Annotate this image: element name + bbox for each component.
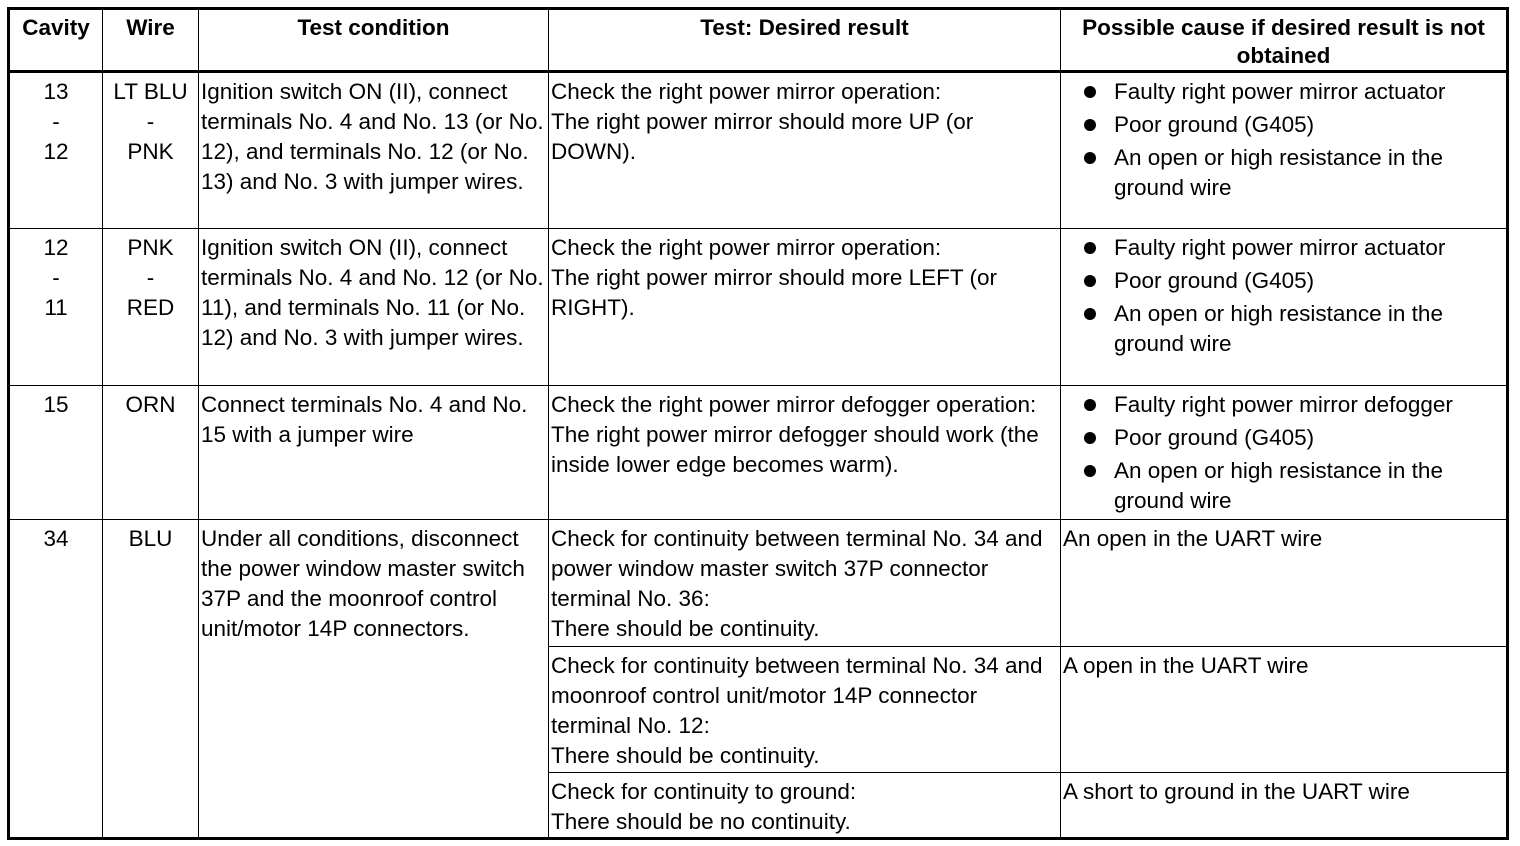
cause-list bbox=[1063, 233, 1504, 359]
cause-cell bbox=[1061, 72, 1508, 229]
cause-item: Poor ground (G405) bbox=[1063, 266, 1504, 296]
header-desired-result: Test: Desired result bbox=[549, 9, 1061, 72]
cause-item: Faulty right power mirror actuator bbox=[1063, 77, 1504, 107]
cause-list bbox=[1063, 77, 1504, 203]
table-row bbox=[9, 386, 1508, 520]
header-cavity: Cavity bbox=[9, 9, 103, 72]
troubleshooting-table bbox=[7, 7, 1509, 840]
cause-item: Faulty right power mirror defogger bbox=[1063, 390, 1504, 420]
cause-item: Poor ground (G405) bbox=[1063, 423, 1504, 453]
cause-list bbox=[1063, 390, 1504, 516]
result-cell: Check the right power mirror operation: The right power mirror should more UP (or DOWN). bbox=[549, 72, 1061, 229]
cavity-cell: 34 bbox=[9, 520, 103, 839]
cause-cell: A open in the UART wire bbox=[1061, 647, 1508, 773]
cavity-cell: 13 - 12 bbox=[9, 72, 103, 229]
header-possible-cause: Possible cause if desired result is not obtained bbox=[1061, 9, 1508, 72]
cause-cell: An open in the UART wire bbox=[1061, 520, 1508, 647]
table-row bbox=[9, 229, 1508, 386]
cause-item: Poor ground (G405) bbox=[1063, 110, 1504, 140]
cause-item: Faulty right power mirror actuator bbox=[1063, 233, 1504, 263]
wire-cell: ORN bbox=[103, 386, 199, 520]
cause-cell: A short to ground in the UART wire bbox=[1061, 773, 1508, 839]
condition-cell: Ignition switch ON (II), connect terminals No. 4 and No. 12 (or No. 11), and terminals No. 11 (or No. 12) and No. 3 with jumper wires. bbox=[199, 229, 549, 386]
table-row bbox=[9, 72, 1508, 229]
cavity-cell: 12 - 11 bbox=[9, 229, 103, 386]
table-row bbox=[9, 520, 1508, 647]
cause-cell bbox=[1061, 229, 1508, 386]
wire-cell: PNK - RED bbox=[103, 229, 199, 386]
cause-item: An open or high resistance in the ground wire bbox=[1063, 456, 1504, 516]
wire-cell: BLU bbox=[103, 520, 199, 839]
result-cell: Check the right power mirror operation: The right power mirror should more LEFT (or RIGHT). bbox=[549, 229, 1061, 386]
result-cell: Check for continuity between terminal No. 34 and moonroof control unit/motor 14P connector terminal No. 12: There should be continuity. bbox=[549, 647, 1061, 773]
wire-cell: LT BLU - PNK bbox=[103, 72, 199, 229]
cause-item: An open or high resistance in the ground wire bbox=[1063, 299, 1504, 359]
condition-cell: Ignition switch ON (II), connect terminals No. 4 and No. 13 (or No. 12), and terminals No. 12 (or No. 13) and No. 3 with jumper wires. bbox=[199, 72, 549, 229]
result-cell: Check for continuity to ground: There should be no continuity. bbox=[549, 773, 1061, 839]
cause-cell bbox=[1061, 386, 1508, 520]
header-row bbox=[9, 9, 1508, 72]
cavity-cell: 15 bbox=[9, 386, 103, 520]
result-cell: Check for continuity between terminal No. 34 and power window master switch 37P connector terminal No. 36: There should be continuity. bbox=[549, 520, 1061, 647]
condition-cell: Under all conditions, disconnect the power window master switch 37P and the moonroof control unit/motor 14P connectors. bbox=[199, 520, 549, 839]
header-test-condition: Test condition bbox=[199, 9, 549, 72]
condition-cell: Connect terminals No. 4 and No. 15 with a jumper wire bbox=[199, 386, 549, 520]
header-wire: Wire bbox=[103, 9, 199, 72]
result-cell: Check the right power mirror defogger operation: The right power mirror defogger should work (the inside lower edge becomes warm). bbox=[549, 386, 1061, 520]
cause-item: An open or high resistance in the ground wire bbox=[1063, 143, 1504, 203]
